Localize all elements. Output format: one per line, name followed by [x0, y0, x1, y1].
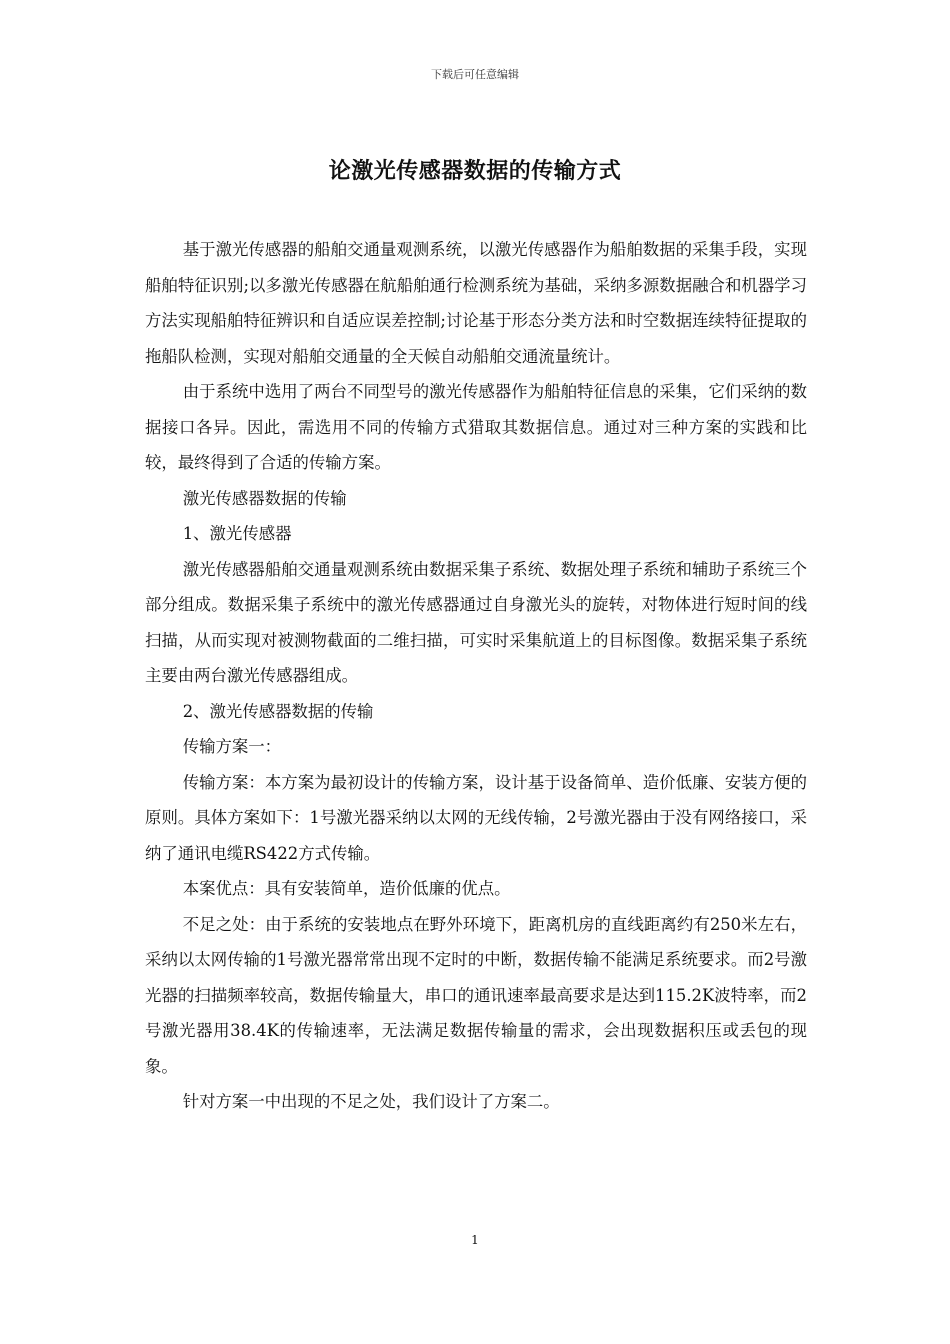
- page-header: 下载后可任意编辑: [431, 68, 519, 81]
- section-heading: 2、激光传感器数据的传输: [182, 701, 374, 721]
- paragraph: 传输方案：本方案为最初设计的传输方案，设计基于设备简单、造价低廉、安装方便的原则。具体方案如下：1号激光器采纳以太网的无线传输，2号激光器由于没有网络接口，采纳了通讯电缆RS422方式传输。: [145, 772, 807, 863]
- document-title: 论激光传感器数据的传输方式: [328, 159, 622, 184]
- paragraph: 针对方案一中出现的不足之处，我们设计了方案二。: [182, 1092, 560, 1111]
- paragraph: 基于激光传感器的船舶交通量观测系统，以激光传感器作为船舶数据的采集手段，实现船舶特征识别;以多激光传感器在航船舶通行检测系统为基础，采纳多源数据融合和机器学习方法实现船舶特征辨识和自适应误差控制;讨论基于形态分类方法和时空数据连续特征提取的拖船队检测，实现对船舶交通量的全天候自动船舶交通流量统计。: [145, 240, 807, 366]
- document-body: [145, 232, 807, 1120]
- paragraph: 由于系统中选用了两台不同型号的激光传感器作为船舶特征信息的采集，它们采纳的数据接口各异。因此，需选用不同的传输方式猎取其数据信息。通过对三种方案的实践和比较，最终得到了合适的传输方案。: [145, 382, 807, 472]
- paragraph: 激光传感器船舶交通量观测系统由数据采集子系统、数据处理子系统和辅助子系统三个部分组成。数据采集子系统中的激光传感器通过自身激光头的旋转，对物体进行短时间的线扫描，从而实现对被测物截面的二维扫描，可实时采集航道上的目标图像。数据采集子系统主要由两台激光传感器组成。: [145, 559, 807, 685]
- paragraph: 不足之处：由于系统的安装地点在野外环境下，距离机房的直线距离约有250米左右，采纳以太网传输的1号激光器常常出现不定时的中断，数据传输不能满足系统要求。而2号激光器的扫描频率较高，数据传输量大，串口的通讯速率最高要求是达到115.2K波特率，而2号激光器用38.4K的传输速率，无法满足数据传输量的需求，会出现数据积压或丢包的现象。: [145, 914, 807, 1076]
- section-heading: 激光传感器数据的传输: [182, 488, 347, 508]
- paragraph: 本案优点：具有安装简单，造价低廉的优点。: [182, 879, 511, 898]
- section-heading: 1、激光传感器: [182, 524, 292, 543]
- page-number: 1: [471, 1233, 479, 1247]
- section-heading: 传输方案一：: [182, 737, 282, 756]
